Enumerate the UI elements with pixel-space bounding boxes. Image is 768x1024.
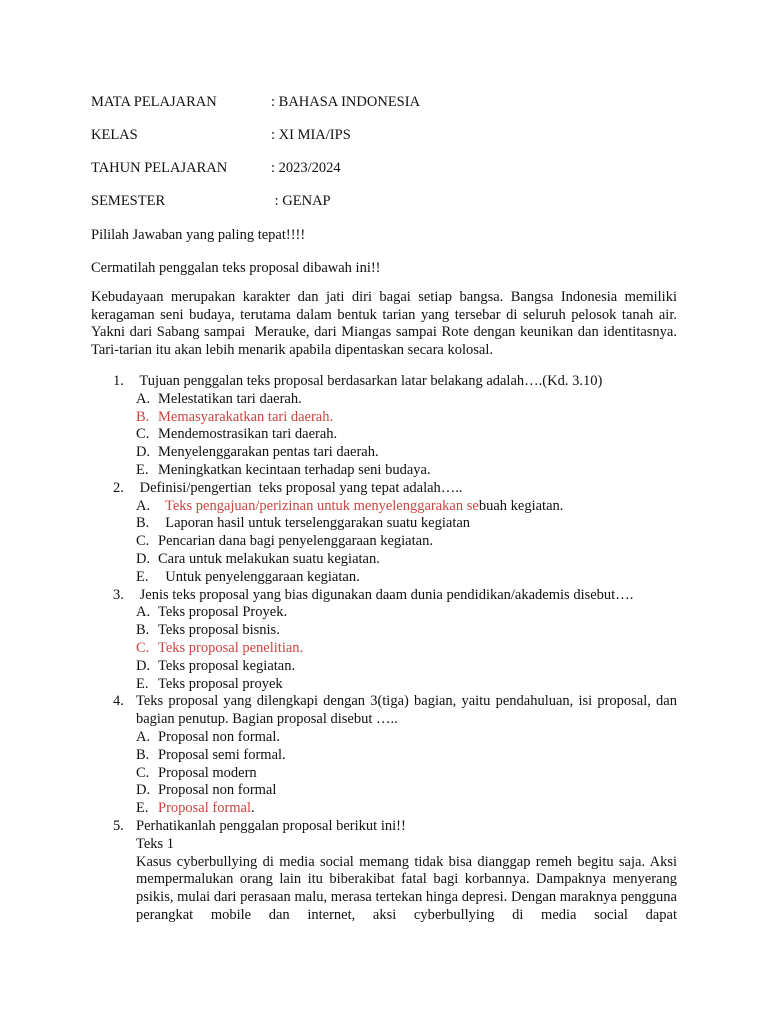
option-a[interactable] [136, 391, 677, 409]
year-label: TAHUN PELAJARAN [91, 160, 228, 176]
text-subheading: Teks 1 [136, 835, 175, 852]
option-letter: B. [136, 622, 150, 639]
option-e-answer[interactable] [136, 800, 677, 818]
option-b-answer[interactable] [136, 409, 677, 427]
option-letter: A. [136, 497, 151, 514]
option-list [136, 604, 677, 693]
semester-label: SEMESTER [91, 193, 166, 209]
option-letter: B. [136, 408, 150, 425]
option-letter: A. [136, 604, 151, 621]
option-text: Cara untuk melakukan suatu kegiatan. [158, 550, 380, 567]
header-year-row [91, 160, 341, 177]
option-text: Proposal modern [158, 764, 257, 781]
option-e[interactable] [136, 569, 677, 587]
option-letter: D. [136, 444, 151, 461]
question-number: 1. [113, 373, 124, 389]
option-list [136, 729, 677, 818]
option-list [136, 498, 677, 587]
option-letter: B. [136, 515, 150, 532]
option-letter: D. [136, 550, 151, 567]
option-text-highlight: Teks pengajuan/perizinan untuk menyelenggarakan se [158, 497, 479, 514]
option-a[interactable] [136, 729, 677, 747]
question-5 [91, 818, 677, 925]
option-d[interactable] [136, 658, 677, 676]
option-letter: A. [136, 390, 151, 407]
question-number: 2. [113, 479, 124, 496]
question-4 [91, 693, 677, 818]
question-text: Jenis teks proposal yang bias digunakan daam dunia pendidikan/akademis disebut…. [136, 586, 634, 603]
class-label: KELAS [91, 127, 138, 143]
question-text: Teks proposal yang dilengkapi dengan 3(tiga) bagian, yaitu pendahuluan, isi proposal, dan bagian penutup. Bagian proposal disebut ….. [136, 693, 677, 728]
option-c[interactable] [136, 426, 677, 444]
question-text: Tujuan penggalan teks proposal berdasarkan latar belakang adalah….(Kd. 3.10) [136, 373, 603, 389]
option-text-highlight: Proposal formal [158, 800, 252, 817]
subject-label: MATA PELAJARAN [91, 94, 217, 110]
option-c[interactable] [136, 533, 677, 551]
option-letter: E. [136, 461, 149, 478]
option-c[interactable] [136, 765, 677, 783]
option-d[interactable] [136, 444, 677, 462]
option-b[interactable] [136, 622, 677, 640]
option-text: Teks proposal proyek [158, 675, 283, 692]
subject-value: : BAHASA INDONESIA [271, 94, 421, 110]
option-letter: E. [136, 800, 149, 817]
option-text: Teks proposal bisnis. [158, 622, 280, 639]
option-text: Teks proposal penelitian. [158, 639, 304, 656]
option-letter: C. [136, 639, 150, 656]
option-list [136, 391, 677, 480]
option-a[interactable] [136, 604, 677, 622]
option-b[interactable] [136, 515, 677, 533]
option-e[interactable] [136, 676, 677, 694]
instruction-text: Pililah Jawaban yang paling tepat!!!! [91, 227, 306, 243]
year-value: : 2023/2024 [271, 160, 341, 176]
class-value: : XI MIA/IPS [271, 127, 351, 143]
option-d[interactable] [136, 551, 677, 569]
option-text: Teks proposal Proyek. [158, 604, 288, 621]
question-list [91, 373, 677, 925]
option-text: Melestatikan tari daerah. [158, 390, 302, 407]
text-1-paragraph: Kasus cyberbullying di media social memang tidak bisa dianggap remeh begitu saja. Aksi mempermalukan orang lain itu biberakibat fatal bagi korbannya. Dampaknya menyerang psikis, mulai dari perasaan malu, merasa tertekan hinga depresi. Dengan maraknya pengguna perangkat mobile dan internet, aksi cyberbullying di media social dapat [136, 853, 677, 923]
header-semester-row [91, 193, 331, 210]
option-letter: D. [136, 657, 151, 674]
option-letter: C. [136, 764, 150, 781]
question-number: 3. [113, 586, 124, 603]
header-class-row [91, 127, 351, 144]
question-2 [91, 480, 677, 587]
question-text: Definisi/pengertian teks proposal yang tepat adalah….. [136, 479, 463, 496]
option-letter: B. [136, 746, 150, 763]
option-letter: C. [136, 533, 150, 550]
question-1 [91, 373, 677, 480]
option-e[interactable] [136, 462, 677, 480]
option-text: Proposal non formal. [158, 728, 281, 745]
option-text: Memasyarakatkan tari daerah. [158, 408, 334, 425]
option-letter: D. [136, 782, 151, 799]
option-text-rest: buah kegiatan. [478, 497, 564, 514]
header-subject-row [91, 94, 420, 111]
question-text: Perhatikanlah penggalan proposal berikut ini!! [136, 817, 406, 834]
option-letter: A. [136, 728, 151, 745]
question-number: 4. [113, 693, 124, 710]
option-letter: E. [136, 675, 149, 692]
passage-paragraph: Kebudayaan merupakan karakter dan jati diri bagai setiap bangsa. Bangsa Indonesia memiliki keragaman seni budaya, terutama dalam bentuk tarian yang tersebar di seluruh pelosok tanah air. Yakni dari Sabang sampai Merauke, dari Miangas sampai Rote dengan keunikan dan identitasnya. Tari-tarian itu akan lebih menarik apabila dipentaskan secara kolosal. [91, 289, 685, 358]
option-text: Proposal non formal [158, 782, 277, 799]
option-text: Proposal semi formal. [158, 746, 286, 763]
option-text: Untuk penyelenggaraan kegiatan. [158, 568, 360, 585]
option-text-rest: . [251, 800, 255, 817]
option-d[interactable] [136, 782, 677, 800]
option-text: Laporan hasil untuk terselenggarakan suatu kegiatan [158, 515, 471, 532]
option-b[interactable] [136, 747, 677, 765]
option-text: Teks proposal kegiatan. [158, 657, 296, 674]
option-text: Mendemostrasikan tari daerah. [158, 426, 338, 443]
intro-text: Cermatilah penggalan teks proposal dibawah ini!! [91, 260, 381, 276]
option-text: Menyelenggarakan pentas tari daerah. [158, 444, 379, 461]
option-text: Pencarian dana bagi penyelenggaraan kegiatan. [158, 533, 433, 550]
question-3 [91, 587, 677, 694]
semester-value: : GENAP [271, 193, 331, 209]
option-c-answer[interactable] [136, 640, 677, 658]
question-number: 5. [113, 817, 124, 834]
option-letter: C. [136, 426, 150, 443]
option-a-answer[interactable] [136, 498, 677, 516]
option-text: Meningkatkan kecintaan terhadap seni budaya. [158, 461, 431, 478]
option-letter: E. [136, 568, 149, 585]
